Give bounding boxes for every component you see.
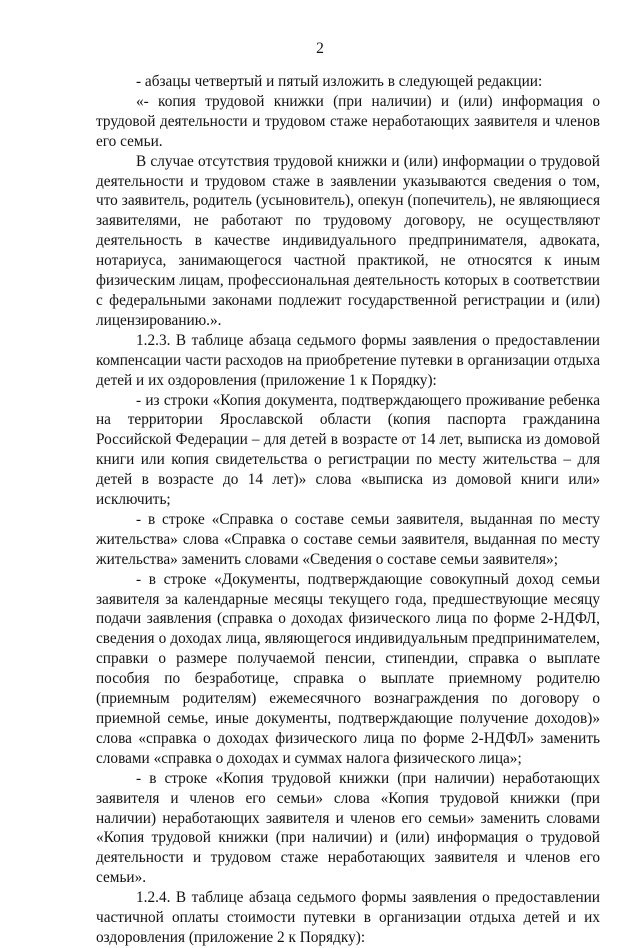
paragraph: - из строки «Копия документа, подтверждающего проживание ребенка на территории Ярославской области (копия паспорта гражданина Российской Федерации – для детей в возрасте от 14 лет, выписка из домовой книги или копия свидетельства о регистрации по месту жительства – для детей в возрасте до 14 лет)» слова «выписка из домовой книги или» исключить; (96, 391, 600, 509)
page-number: 2 (316, 40, 324, 57)
paragraph: - в строке «Справка о составе семьи заявителя, выданная по месту жительства» слова «Справка о составе семьи заявителя, выданная по месту жительства» заменить словами «Сведения о составе семьи заявителя»; (96, 510, 600, 568)
document-body (96, 72, 600, 948)
paragraph: 1.2.4. В таблице абзаца седьмого формы заявления о предоставлении частичной оплаты стоимости путевки в организации отдыха детей и их оздоровления (приложение 2 к Порядку): (96, 889, 600, 946)
paragraph: - в строке «Документы, подтверждающие совокупный доход семьи заявителя за календарные месяцы текущего года, предшествующие месяцу подачи заявления (справка о доходах физического лица по форме 2-НДФЛ, сведения о доходах лица, являющегося индивидуальным предпринимателем, справки о размере получаемой пенсии, стипендии, справка о выплате пособия по безработице, справка о выплате приемному родителю (приемным родителям) ежемесячного вознаграждения по договору о приемной семье, иные документы, подтверждающие получение доходов)» слова «справка о доходах физического лица по форме 2-НДФЛ» заменить словами «справка о доходах и суммах налога физического лица»; (96, 570, 600, 767)
paragraph: В случае отсутствия трудовой книжки и (или) информации о трудовой деятельности и трудовом стаже в заявлении указываются сведения о том, что заявитель, родитель (усыновитель), опекун (попечитель), не являющиеся заявителями, не работают по трудовому договору, не осуществляют деятельность в качестве индивидуального предпринимателя, адвоката, нотариуса, занимающегося частной практикой, не относятся к иным физическим лицам, профессиональная деятельность которых в соответствии с федеральными законами подлежит государственной регистрации и (или) лицензированию.». (96, 152, 600, 329)
paragraph: «- копия трудовой книжки (при наличии) и (или) информация о трудовой деятельности и трудовом стаже неработающих заявителя и членов его семьи. (96, 92, 600, 150)
paragraph: 1.2.3. В таблице абзаца седьмого формы заявления о предоставлении компенсации части расходов на приобретение путевки в организации отдыха детей и их оздоровления (приложение 1 к Порядку): (96, 331, 600, 389)
paragraph: - в строке «Копия трудовой книжки (при наличии) неработающих заявителя и членов его семьи» слова «Копия трудовой книжки (при наличии) неработающих заявителя и членов его семьи» заменить словами «Копия трудовой книжки (при наличии) и (или) информация о трудовой деятельности и трудовом стаже неработающих заявителя и членов его семьи». (96, 769, 600, 887)
paragraph: - абзацы четвертый и пятый изложить в следующей редакции: (136, 73, 543, 90)
